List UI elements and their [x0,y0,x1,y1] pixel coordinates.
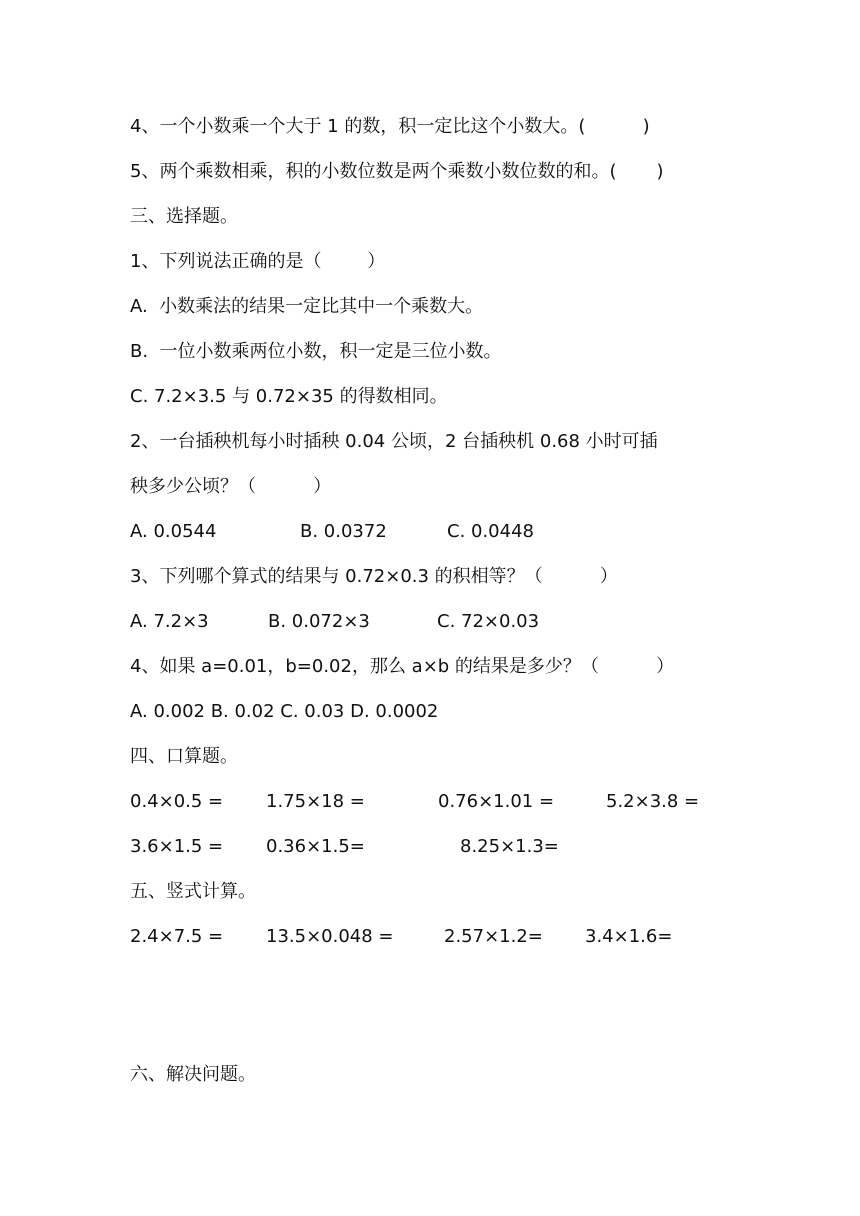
judge-item-4: 4、一个小数乘一个大于 1 的数，积一定比这个小数大。( ) [130,116,650,137]
choice-q2-option-a: A. 0.0544 [130,521,217,542]
vertical-calc-3: 2.57×1.2= [444,926,543,947]
vertical-calc-2: 13.5×0.048 = [266,926,394,947]
mental-calc-6: 0.36×1.5= [266,836,365,857]
choice-q3-option-a: A. 7.2×3 [130,611,209,632]
choice-q4-options: A. 0.002 B. 0.02 C. 0.03 D. 0.0002 [130,701,439,722]
choice-q1-option-a: A. 小数乘法的结果一定比其中一个乘数大。 [130,296,484,317]
mental-calc-1: 0.4×0.5 = [130,791,224,812]
vertical-calc-1: 2.4×7.5 = [130,926,224,947]
choice-q3-option-c: C. 72×0.03 [437,611,540,632]
section-4-title: 四、口算题。 [130,746,238,767]
section-5-title: 五、竖式计算。 [130,881,256,902]
section-3-title: 三、选择题。 [130,206,238,227]
mental-calc-2: 1.75×18 = [266,791,365,812]
mental-calc-4: 5.2×3.8 = [606,791,700,812]
choice-q1-stem: 1、下列说法正确的是（ ） [130,251,386,272]
choice-q2-option-b: B. 0.0372 [300,521,387,542]
choice-q1-option-c: C. 7.2×3.5 与 0.72×35 的得数相同。 [130,386,448,407]
choice-q2-option-c: C. 0.0448 [447,521,534,542]
choice-q3-option-b: B. 0.072×3 [268,611,370,632]
judge-item-5: 5、两个乘数相乘，积的小数位数是两个乘数小数位数的和。( ) [130,161,664,182]
mental-calc-3: 0.76×1.01 = [438,791,555,812]
choice-q4-stem: 4、如果 a=0.01，b=0.02，那么 a×b 的结果是多少？（ ） [130,656,675,677]
choice-q3-stem: 3、下列哪个算式的结果与 0.72×0.3 的积相等？（ ） [130,566,618,587]
mental-calc-5: 3.6×1.5 = [130,836,224,857]
choice-q1-option-b: B. 一位小数乘两位小数，积一定是三位小数。 [130,341,502,362]
section-6-title: 六、解决问题。 [130,1064,256,1085]
choice-q2-stem-line1: 2、一台插秧机每小时插秧 0.04 公顷，2 台插秧机 0.68 小时可插 [130,431,658,452]
vertical-calc-4: 3.4×1.6= [585,926,673,947]
choice-q2-stem-line2: 秧多少公顷？（ ） [130,476,332,497]
mental-calc-7: 8.25×1.3= [460,836,559,857]
